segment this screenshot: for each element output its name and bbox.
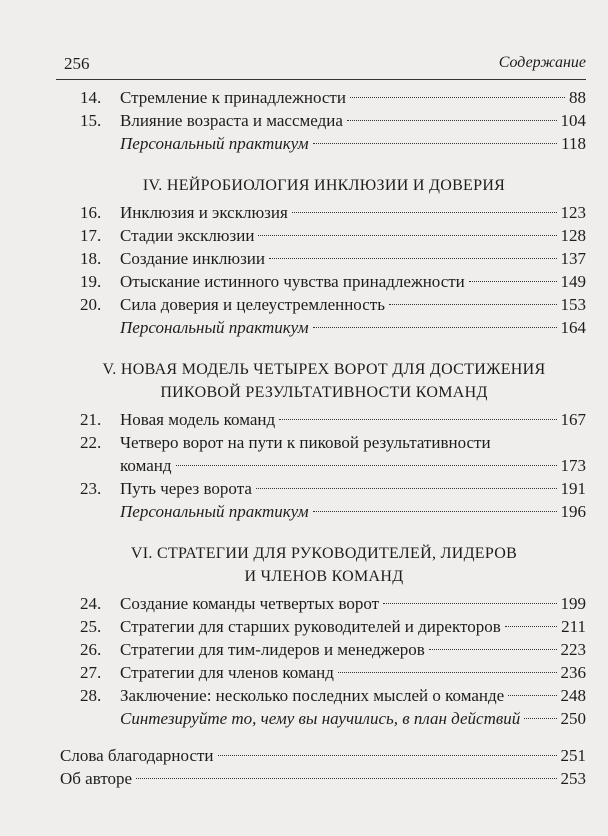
dot-leader <box>347 119 557 121</box>
entry-title: Персональный практикум <box>120 318 309 337</box>
entry-number: 28. <box>80 686 102 705</box>
toc-entry <box>62 224 586 247</box>
dot-leader <box>338 671 557 673</box>
entry-title: Создание инклюзии <box>120 249 265 268</box>
entry-number: 24. <box>80 594 102 613</box>
entry-number: 27. <box>80 663 102 682</box>
dot-leader <box>469 280 557 282</box>
dot-leader <box>313 142 557 144</box>
toc-entry <box>62 661 586 684</box>
toc-entry-continuation <box>62 454 586 477</box>
toc-entry <box>62 408 586 431</box>
dot-leader <box>269 257 557 259</box>
dot-leader <box>350 96 565 98</box>
entry-title: Слова благодарности <box>60 746 214 765</box>
dot-leader <box>505 625 557 627</box>
entry-title: Об авторе <box>60 769 133 788</box>
dot-leader <box>218 754 557 756</box>
entry-page: 153 <box>560 295 586 314</box>
toc-entry <box>62 86 586 109</box>
entry-page: 149 <box>560 272 586 291</box>
entry-number: 16. <box>80 203 102 222</box>
dot-leader <box>176 464 557 466</box>
entry-page: 164 <box>560 318 586 337</box>
entry-number: 20. <box>80 295 102 314</box>
toc-entry <box>62 109 586 132</box>
entry-page: 88 <box>569 88 586 107</box>
entry-number: 17. <box>80 226 102 245</box>
entry-number: 14. <box>80 88 102 107</box>
toc-entry <box>60 744 586 767</box>
toc-entry <box>62 201 586 224</box>
dot-leader <box>508 694 556 696</box>
entry-number: 23. <box>80 479 102 498</box>
dot-leader <box>292 211 557 213</box>
toc-entry <box>60 767 586 790</box>
section-heading-line: V. НОВАЯ МОДЕЛЬ ЧЕТЫРЕХ ВОРОТ ДЛЯ ДОСТИЖЕНИЯ <box>102 361 546 378</box>
entry-number: 22. <box>80 433 102 452</box>
entry-title: Заключение: несколько последних мыслей о команде <box>120 686 505 705</box>
entry-page: 251 <box>560 746 586 765</box>
dot-leader <box>279 418 556 420</box>
section-heading-line: И ЧЛЕНОВ КОМАНД <box>244 568 404 585</box>
section-heading <box>62 542 586 588</box>
entry-title: Стадии эксклюзии <box>120 226 255 245</box>
entry-page: 196 <box>560 502 586 521</box>
toc-group <box>62 542 586 730</box>
entry-title: Персональный практикум <box>120 134 309 153</box>
section-heading <box>62 358 586 404</box>
entry-title: Путь через ворота <box>120 479 252 498</box>
entry-page: 128 <box>560 226 586 245</box>
entry-title: Четверо ворот на пути к пиковой результативности <box>120 433 491 452</box>
entry-page: 211 <box>561 617 586 636</box>
entry-page: 118 <box>561 134 586 153</box>
dot-leader <box>524 717 556 719</box>
table-of-contents <box>62 86 586 790</box>
toc-entry <box>62 638 586 661</box>
entry-page: 173 <box>560 456 586 475</box>
entry-title: Стратегии для тим-лидеров и менеджеров <box>120 640 425 659</box>
toc-group <box>62 744 586 790</box>
toc-entry <box>62 592 586 615</box>
entry-number: 19. <box>80 272 102 291</box>
section-heading-line: IV. НЕЙРОБИОЛОГИЯ ИНКЛЮЗИИ И ДОВЕРИЯ <box>142 177 506 194</box>
entry-page: 248 <box>560 686 586 705</box>
section-heading-line: VI. СТРАТЕГИИ ДЛЯ РУКОВОДИТЕЛЕЙ, ЛИДЕРОВ <box>130 545 518 562</box>
toc-entry <box>62 431 586 454</box>
entry-number: 21. <box>80 410 102 429</box>
toc-group <box>62 86 586 155</box>
toc-entry <box>62 247 586 270</box>
toc-group <box>62 174 586 339</box>
entry-page: 250 <box>560 709 586 728</box>
toc-entry <box>62 707 586 730</box>
toc-entry <box>62 500 586 523</box>
entry-title: Влияние возраста и массмедиа <box>120 111 343 130</box>
entry-title: Персональный практикум <box>120 502 309 521</box>
entry-title: Стратегии для членов команд <box>120 663 334 682</box>
entry-page: 191 <box>560 479 586 498</box>
entry-number: 18. <box>80 249 102 268</box>
toc-entry <box>62 615 586 638</box>
entry-title: Стремление к принадлежности <box>120 88 346 107</box>
entry-title: Сила доверия и целеустремленность <box>120 295 385 314</box>
running-title: Содержание <box>498 54 586 71</box>
entry-page: 199 <box>560 594 586 613</box>
toc-entry <box>62 293 586 316</box>
entry-title: Инклюзия и эксклюзия <box>120 203 288 222</box>
entry-number: 26. <box>80 640 102 659</box>
entry-title: Новая модель команд <box>120 410 276 429</box>
entry-page: 253 <box>560 769 586 788</box>
section-heading <box>62 174 586 197</box>
entry-page: 167 <box>560 410 586 429</box>
page-number: 256 <box>64 54 90 73</box>
entry-title-continued: команд <box>120 456 172 475</box>
entry-title: Создание команды четвертых ворот <box>120 594 380 613</box>
toc-entry <box>62 270 586 293</box>
dot-leader <box>429 648 557 650</box>
entry-page: 123 <box>560 203 586 222</box>
entry-title: Синтезируйте то, чему вы научились, в план действий <box>120 709 521 728</box>
dot-leader <box>383 602 556 604</box>
entry-number: 15. <box>80 111 102 130</box>
entry-title: Отыскание истинного чувства принадлежности <box>120 272 465 291</box>
entry-page: 223 <box>560 640 586 659</box>
header-rule <box>56 79 586 80</box>
entry-page: 137 <box>560 249 586 268</box>
toc-entry <box>62 132 586 155</box>
toc-entry <box>62 684 586 707</box>
page-header <box>56 54 586 78</box>
entry-page: 104 <box>560 111 586 130</box>
toc-entry <box>62 477 586 500</box>
dot-leader <box>258 234 556 236</box>
dot-leader <box>136 777 556 779</box>
entry-page: 236 <box>560 663 586 682</box>
entry-number: 25. <box>80 617 102 636</box>
toc-group <box>62 358 586 523</box>
entry-title: Стратегии для старших руководителей и директоров <box>120 617 501 636</box>
section-heading-line: ПИКОВОЙ РЕЗУЛЬТАТИВНОСТИ КОМАНД <box>160 384 488 401</box>
toc-entry <box>62 316 586 339</box>
dot-leader <box>389 303 557 305</box>
dot-leader <box>256 487 557 489</box>
dot-leader <box>313 326 557 328</box>
dot-leader <box>313 510 557 512</box>
